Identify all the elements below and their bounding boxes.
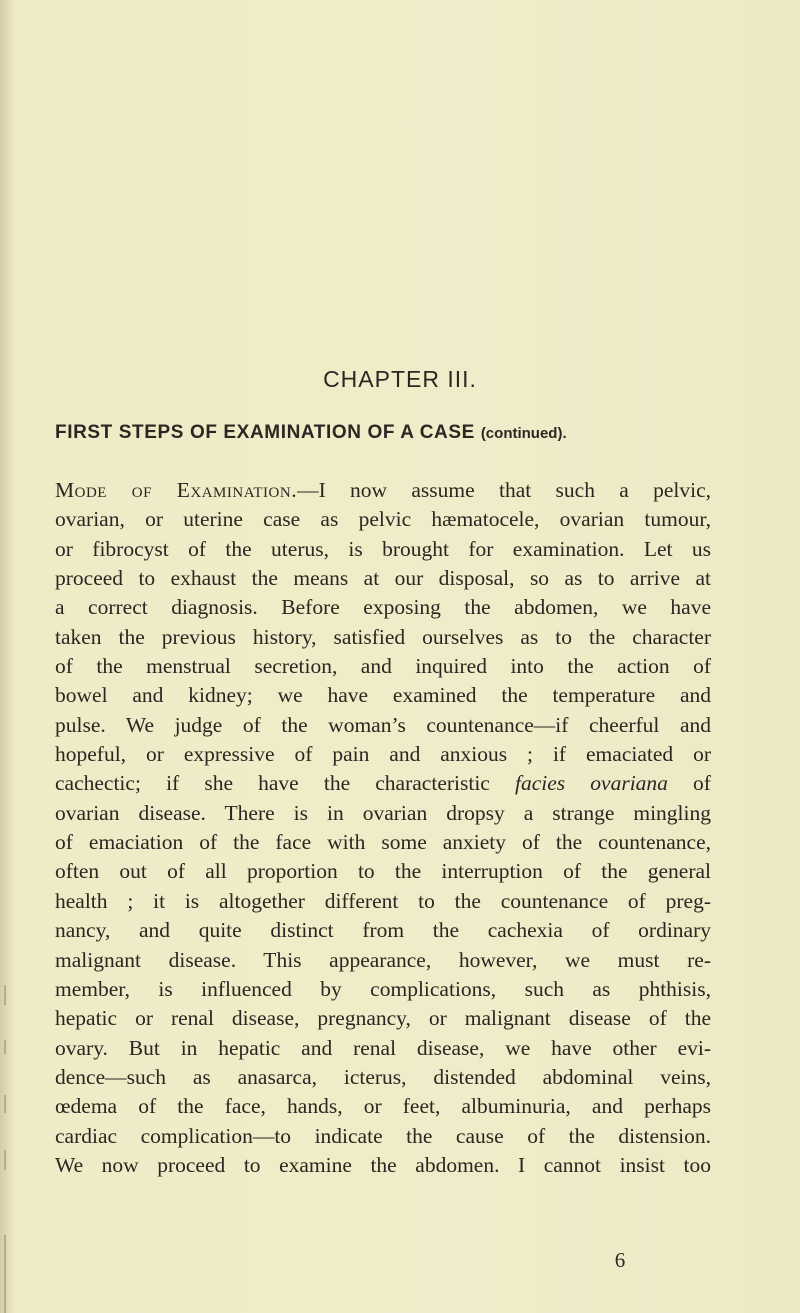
text-line: a correct diagnosis. Before exposing the abdomen, we have	[55, 595, 711, 620]
text-line: hopeful, or expressive of pain and anxious ; if emaciated or	[55, 742, 711, 767]
text-line: taken the previous history, satisfied ourselves as to the character	[55, 624, 711, 649]
text-line: health ; it is altogether different to the countenance of preg-	[55, 888, 711, 913]
section-title-text: FIRST STEPS OF EXAMINATION OF A CASE	[55, 422, 475, 443]
margin-mark	[4, 1095, 6, 1113]
text-line: cardiac complication—to indicate the cause of the distension.	[55, 1123, 711, 1148]
text-line: ovary. But in hepatic and renal disease, we have other evi-	[55, 1035, 711, 1060]
body-paragraph	[55, 476, 711, 1180]
section-title	[55, 422, 567, 444]
line-text: of	[667, 771, 711, 796]
gutter-shadow	[0, 0, 14, 1313]
text-line: malignant disease. This appearance, however, we must re-	[55, 947, 711, 972]
text-line: ovarian, or uterine case as pelvic hæmatocele, ovarian tumour,	[55, 507, 711, 532]
paragraph-lead: Mode of Examination.	[55, 478, 298, 502]
text-line: member, is influenced by complications, such as phthisis,	[55, 976, 711, 1001]
text-line: pulse. We judge of the woman’s countenance—if cheerful and	[55, 712, 711, 737]
italic-term: facies ovariana	[515, 771, 668, 796]
margin-mark	[4, 1235, 6, 1313]
text-line: œdema of the face, hands, or feet, albuminuria, and perhaps	[55, 1094, 711, 1119]
text-line: dence—such as anasarca, icterus, distended abdominal veins,	[55, 1064, 711, 1089]
line-text: cachectic; if she have the characteristic	[55, 771, 515, 796]
text-line: often out of all proportion to the interruption of the general	[55, 859, 711, 884]
text-line: We now proceed to examine the abdomen. I cannot insist too	[55, 1152, 711, 1177]
text-line	[55, 476, 711, 505]
text-line: nancy, and quite distinct from the cachexia of ordinary	[55, 918, 711, 943]
text-line: or fibrocyst of the uterus, is brought for examination. Let us	[55, 536, 711, 561]
page-number: 6	[614, 1248, 626, 1272]
text-line: hepatic or renal disease, pregnancy, or malignant disease of the	[55, 1006, 711, 1031]
margin-mark	[4, 1040, 6, 1054]
line-text: —I now assume that such a pelvic,	[297, 478, 712, 502]
text-line: of emaciation of the face with some anxiety of the countenance,	[55, 830, 711, 855]
chapter-heading: CHAPTER III.	[323, 366, 477, 392]
text-line: proceed to exhaust the means at our disposal, so as to arrive at	[55, 566, 711, 591]
text-line	[55, 769, 711, 798]
text-line: bowel and kidney; we have examined the temperature and	[55, 683, 711, 708]
text-line: ovarian disease. There is in ovarian dropsy a strange mingling	[55, 800, 711, 825]
margin-mark	[4, 985, 6, 1005]
text-line: of the menstrual secretion, and inquired into the action of	[55, 654, 711, 679]
margin-mark	[4, 1150, 6, 1170]
section-continued: (continued).	[480, 425, 567, 442]
